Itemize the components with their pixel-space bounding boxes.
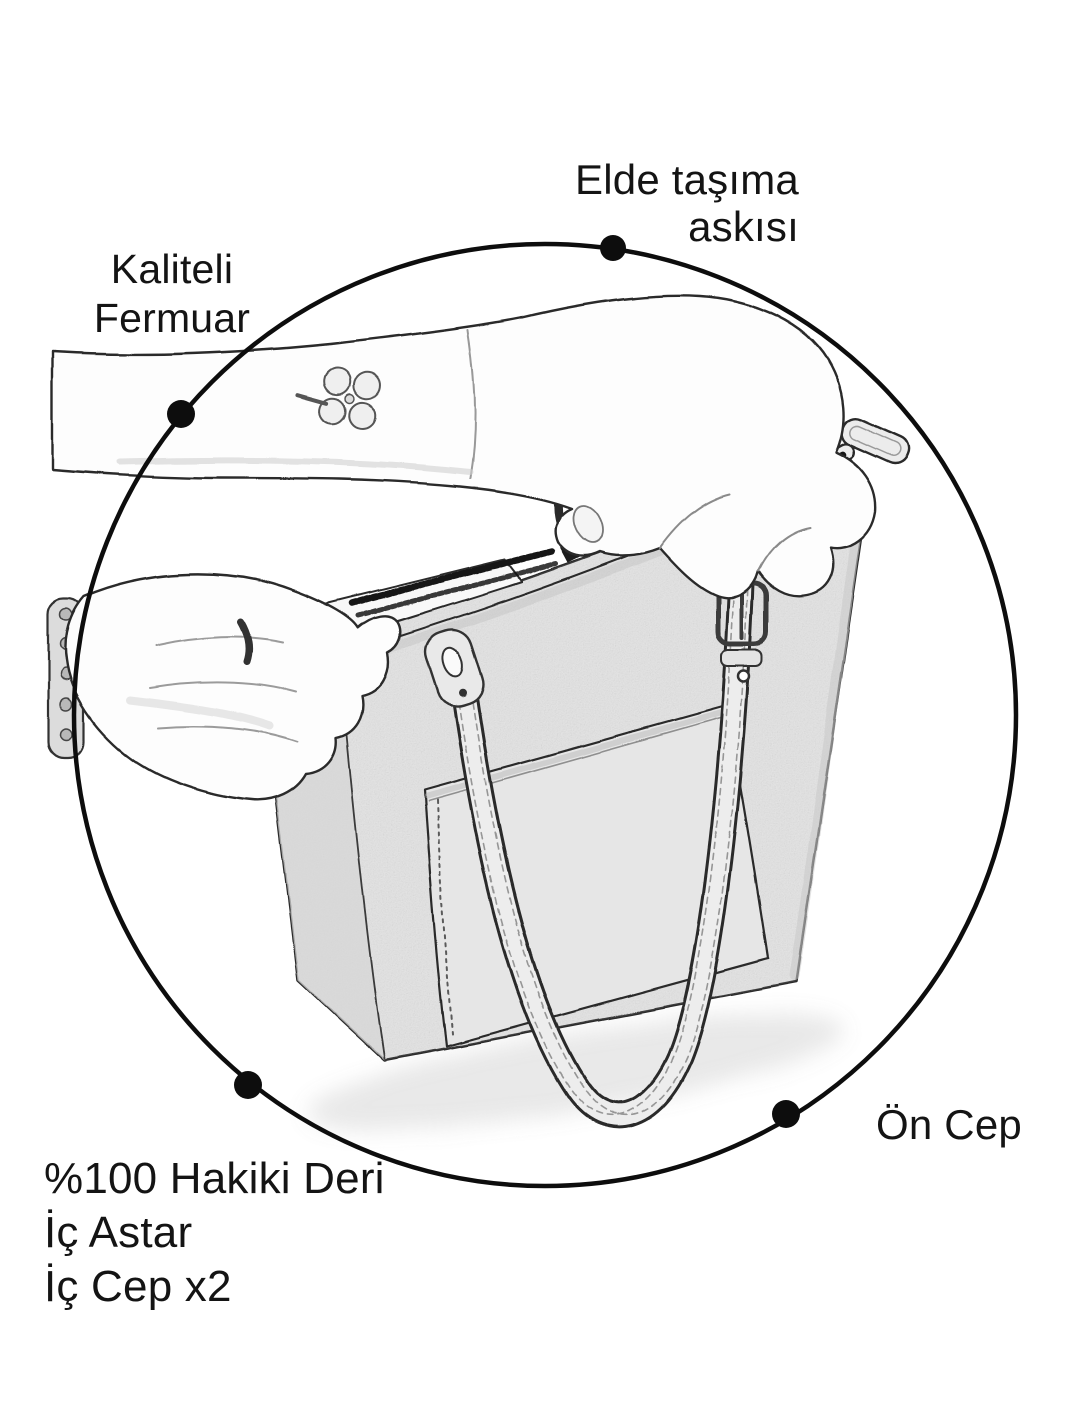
label-material-features [44, 1152, 385, 1314]
label-front-pocket: Ön Cep [876, 1101, 1022, 1148]
label-feature-inner-pockets: İç Cep x2 [44, 1262, 232, 1311]
label-quality-zipper-line1: Kaliteli [110, 246, 234, 292]
callout-dot-features [234, 1071, 262, 1099]
callout-dot-front-pocket [772, 1100, 800, 1128]
label-carry-strap-line2: askısı [688, 203, 799, 250]
callout-dot-zipper [167, 400, 195, 428]
label-carry-strap [575, 156, 799, 250]
label-feature-leather: %100 Hakiki Deri [44, 1154, 385, 1203]
label-quality-zipper [70, 245, 274, 343]
label-carry-strap-line1: Elde taşıma [575, 156, 799, 203]
label-feature-lining: İç Astar [44, 1208, 193, 1257]
label-quality-zipper-line2: Fermuar [93, 295, 251, 341]
